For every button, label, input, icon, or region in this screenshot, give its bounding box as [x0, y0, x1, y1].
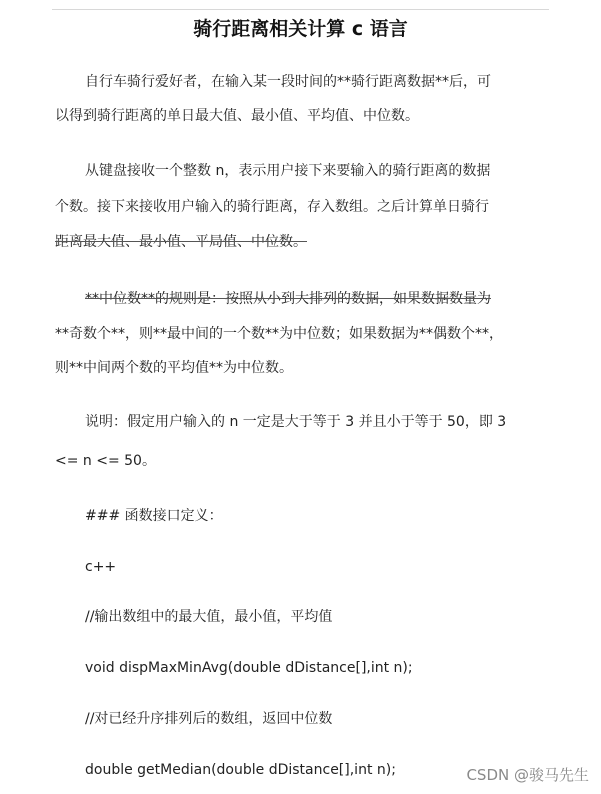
- paragraph-2-line-3: 距离最大值、最小值、平局值、中位数。: [55, 234, 307, 250]
- top-divider: [52, 9, 549, 10]
- note-line-2: <= n <= 50。: [55, 453, 156, 469]
- code-function-declaration-2: double getMedian(double dDistance[],int n);: [85, 762, 396, 778]
- median-rule-line-3: 则**中间两个数的平均值**为中位数。: [55, 360, 293, 376]
- paragraph-2-line-2: 个数。接下来接收用户输入的骑行距离，存入数组。之后计算单日骑行: [55, 199, 489, 215]
- median-rule-line-1: **中位数**的规则是：按照从小到大排列的数据，如果数据数量为: [85, 291, 491, 307]
- code-language-label: c++: [85, 559, 117, 575]
- code-comment-2: //对已经升序排列后的数组，返回中位数: [85, 711, 333, 727]
- function-interface-heading: ### 函数接口定义：: [85, 508, 223, 524]
- csdn-watermark: CSDN @骏马先生: [466, 766, 589, 784]
- code-function-declaration-1: void dispMaxMinAvg(double dDistance[],int n);: [85, 660, 413, 676]
- paragraph-1-line-1: 自行车骑行爱好者，在输入某一段时间的**骑行距离数据**后，可: [85, 74, 491, 90]
- paragraph-1-line-2: 以得到骑行距离的单日最大值、最小值、平均值、中位数。: [55, 108, 419, 124]
- note-line-1: 说明：假定用户输入的 n 一定是大于等于 3 并且小于等于 50，即 3: [85, 414, 507, 430]
- paragraph-2-line-1: 从键盘接收一个整数 n，表示用户接下来要输入的骑行距离的数据: [85, 163, 491, 179]
- document-title: 骑行距离相关计算 c 语言: [193, 18, 408, 40]
- median-rule-line-2: **奇数个**，则**最中间的一个数**为中位数；如果数据为**偶数个**，: [55, 326, 503, 342]
- code-comment-1: //输出数组中的最大值，最小值，平均值: [85, 609, 333, 625]
